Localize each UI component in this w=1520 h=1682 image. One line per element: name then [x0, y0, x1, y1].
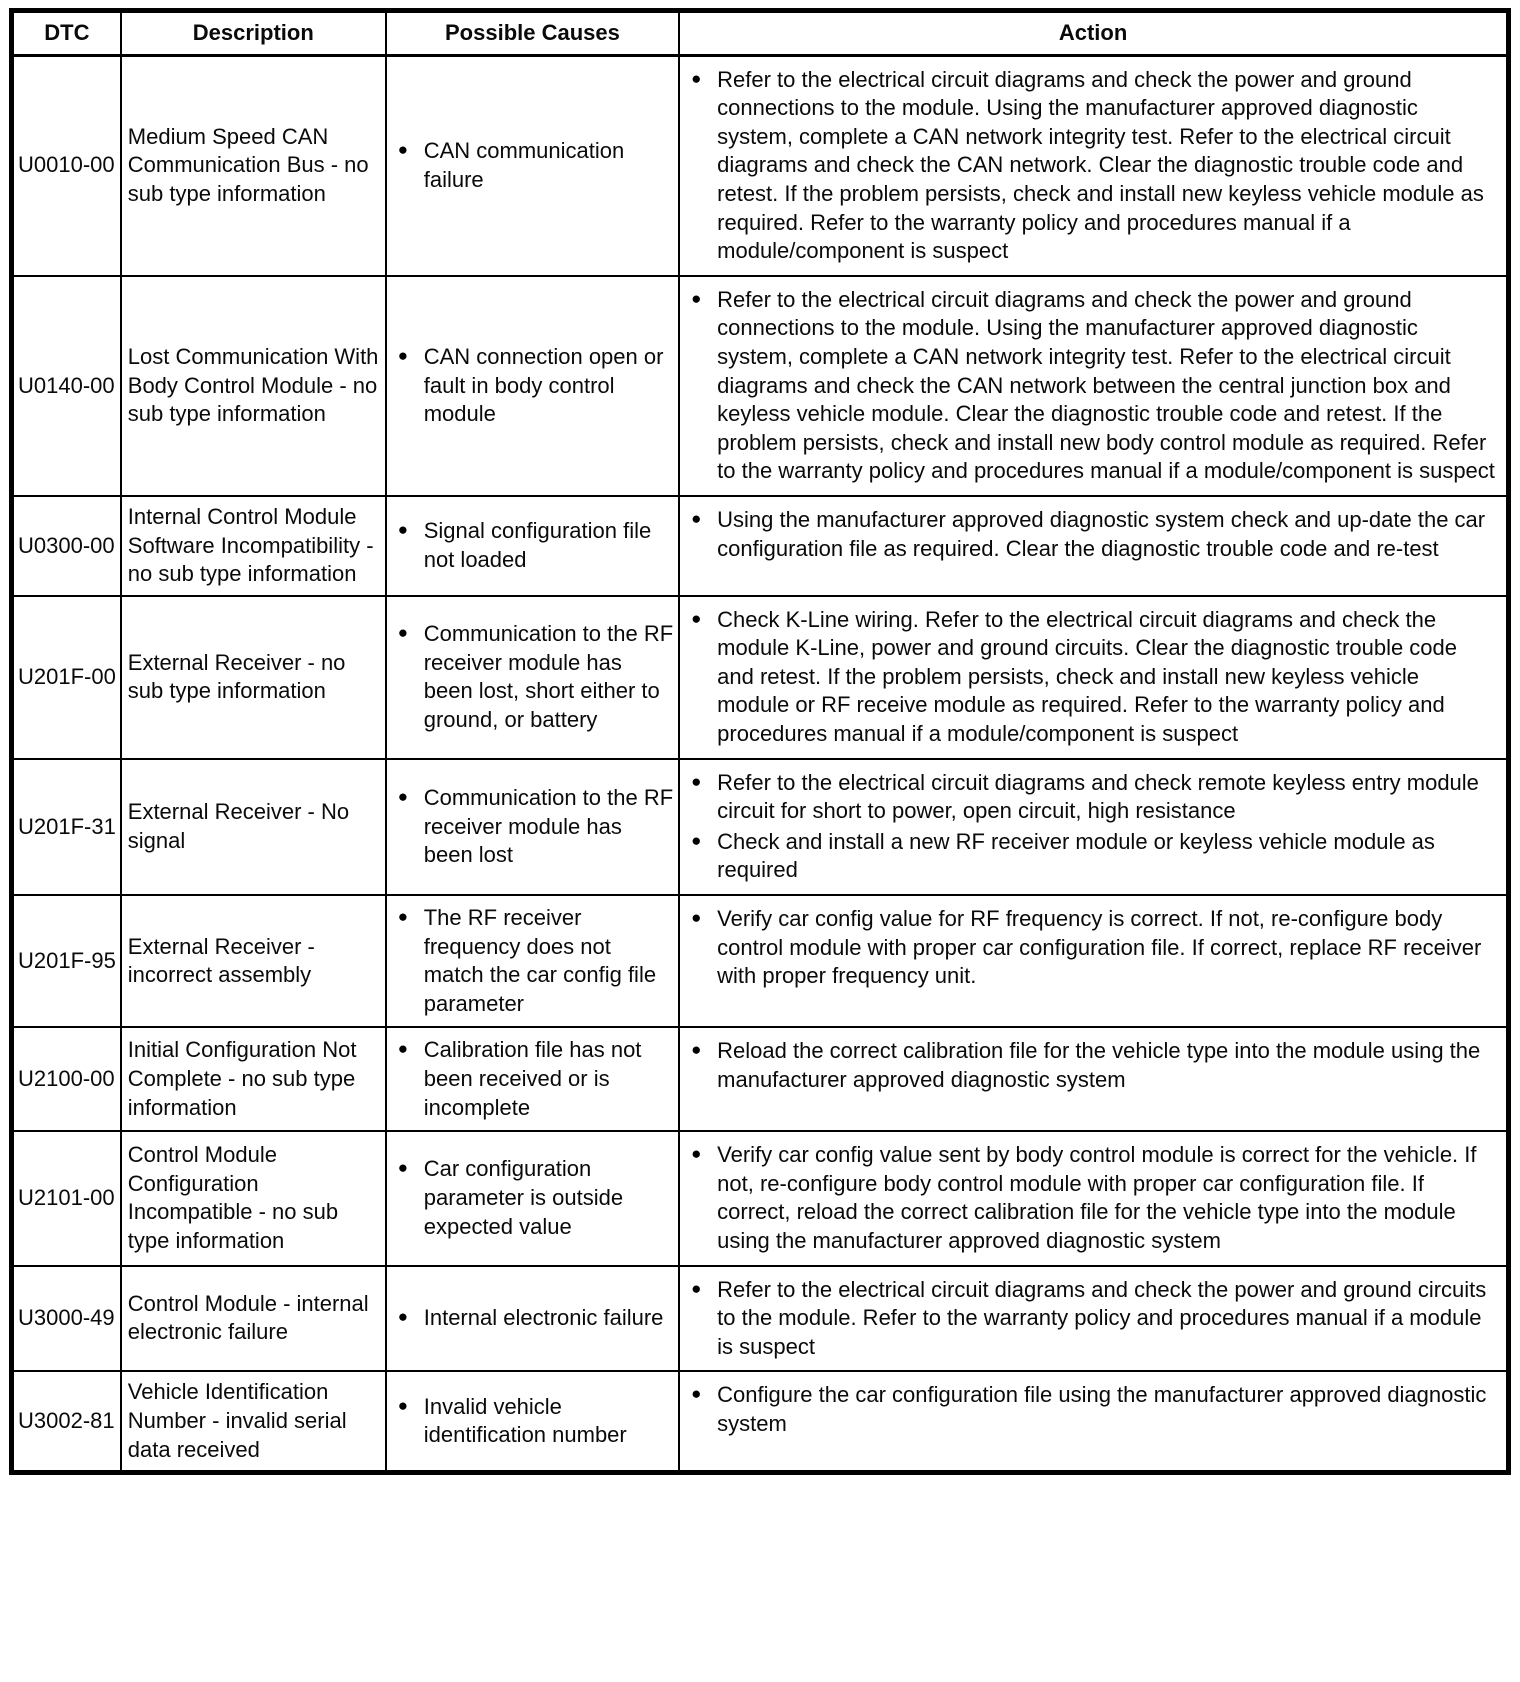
- description-cell: [121, 276, 386, 496]
- action-item: ● Verify car config value for RF frequency is correct. If not, re-configure body control module with proper car configuration file. If correct, replace RF receiver with proper frequency unit.: [690, 905, 1496, 991]
- actions-list: [686, 1037, 1496, 1094]
- action-cell: [679, 1266, 1508, 1372]
- dtc-cell: [12, 1266, 121, 1372]
- causes-list: [393, 1155, 674, 1241]
- cause-item: ● Internal electronic failure: [397, 1304, 674, 1333]
- action-item: ● Refer to the electrical circuit diagrams and check the power and ground connections to the module. Using the manufacturer approved diagnostic system, complete a CAN network integrity test. Refer to the electrical circuit diagrams and check the CAN network. Clear the diagnostic trouble code and retest. If the problem persists, check and install new keyless vehicle module as required. Refer to the warranty policy and procedures manual if a module/component is suspect: [690, 66, 1496, 266]
- action-cell: [679, 1371, 1508, 1472]
- table-row: [12, 276, 1509, 496]
- dtc-cell: [12, 895, 121, 1027]
- cause-item: ● Communication to the RF receiver module has been lost: [397, 784, 674, 870]
- description-text: Vehicle Identification Number - invalid serial data received: [127, 1379, 347, 1462]
- possible-causes-cell: [386, 276, 679, 496]
- action-cell: [679, 596, 1508, 759]
- description-text: External Receiver - No signal: [127, 799, 350, 853]
- possible-causes-cell: [386, 596, 679, 759]
- dtc-code: U201F-31: [18, 813, 116, 839]
- possible-causes-cell: [386, 1131, 679, 1265]
- description-cell: [121, 496, 386, 596]
- actions-list: [686, 905, 1496, 991]
- possible-causes-cell: [386, 55, 679, 276]
- actions-list: [686, 769, 1496, 885]
- description-cell: [121, 55, 386, 276]
- table-row: [12, 1371, 1509, 1472]
- causes-list: [393, 784, 674, 870]
- header-action: Action: [679, 11, 1508, 56]
- dtc-code: U0010-00: [18, 152, 115, 178]
- action-cell: [679, 759, 1508, 895]
- header-row: [12, 11, 1509, 56]
- dtc-table-body: [12, 55, 1509, 1473]
- dtc-cell: [12, 1131, 121, 1265]
- actions-list: [686, 1381, 1496, 1438]
- possible-causes-cell: [386, 1266, 679, 1372]
- action-item: ● Refer to the electrical circuit diagrams and check remote keyless entry module circuit for short to power, open circuit, high resistance: [690, 769, 1496, 826]
- dtc-cell: [12, 496, 121, 596]
- action-item: ● Check K-Line wiring. Refer to the electrical circuit diagrams and check the module K-Line, power and ground circuits. Clear the diagnostic trouble code and retest. If the problem persists, check and install new keyless vehicle module or RF receive module as required. Refer to the warranty policy and procedures manual if a module/component is suspect: [690, 606, 1496, 749]
- table-row: [12, 1131, 1509, 1265]
- table-row: [12, 1027, 1509, 1131]
- cause-item: ● Invalid vehicle identification number: [397, 1393, 674, 1450]
- description-text: Control Module - internal electronic failure: [127, 1290, 369, 1345]
- description-text: Internal Control Module Software Incompatibility - no sub type information: [127, 503, 374, 587]
- description-text: External Receiver - incorrect assembly: [127, 933, 315, 988]
- dtc-table: [9, 8, 1511, 1475]
- possible-causes-cell: [386, 496, 679, 596]
- causes-list: [393, 904, 674, 1018]
- action-cell: [679, 895, 1508, 1027]
- description-cell: [121, 1266, 386, 1372]
- causes-list: [393, 343, 674, 429]
- dtc-cell: [12, 276, 121, 496]
- header-description: Description: [121, 11, 386, 56]
- dtc-code: U201F-95: [18, 947, 116, 973]
- table-row: [12, 895, 1509, 1027]
- action-cell: [679, 276, 1508, 496]
- table-row: [12, 1266, 1509, 1372]
- action-item: ● Refer to the electrical circuit diagrams and check the power and ground connections to the module. Using the manufacturer approved diagnostic system, complete a CAN network integrity test. Refer to the electrical circuit diagrams and check the CAN network between the central junction box and keyless vehicle module. Clear the diagnostic trouble code and retest. If the problem persists, check and install new body control module as required. Refer to the warranty policy and procedures manual if a module/component is suspect: [690, 286, 1496, 486]
- description-text: Control Module Configuration Incompatible - no sub type information: [127, 1142, 339, 1253]
- actions-list: [686, 1141, 1496, 1255]
- possible-causes-cell: [386, 1371, 679, 1472]
- dtc-code: U2101-00: [18, 1185, 115, 1211]
- causes-list: [393, 1036, 674, 1122]
- action-item: ● Using the manufacturer approved diagnostic system check and up-date the car configuration file as required. Clear the diagnostic trouble code and re-test: [690, 506, 1496, 563]
- possible-causes-cell: [386, 759, 679, 895]
- actions-list: [686, 606, 1496, 749]
- dtc-cell: [12, 1027, 121, 1131]
- action-cell: [679, 55, 1508, 276]
- action-item: ● Verify car config value sent by body control module is correct for the vehicle. If not, re-configure body control module with proper car configuration file. If correct, reload the correct calibration file for the vehicle type into the module using the manufacturer approved diagnostic system: [690, 1141, 1496, 1255]
- dtc-code: U3002-81: [18, 1407, 115, 1433]
- cause-item: ● CAN connection open or fault in body control module: [397, 343, 674, 429]
- dtc-code: U0300-00: [18, 532, 115, 558]
- table-row: [12, 596, 1509, 759]
- causes-list: [393, 517, 674, 574]
- description-text: Lost Communication With Body Control Module - no sub type information: [127, 343, 379, 427]
- causes-list: [393, 620, 674, 734]
- actions-list: [686, 66, 1496, 266]
- dtc-cell: [12, 759, 121, 895]
- dtc-cell: [12, 596, 121, 759]
- table-row: [12, 496, 1509, 596]
- header-possible-causes: Possible Causes: [386, 11, 679, 56]
- description-text: External Receiver - no sub type information: [127, 649, 346, 704]
- header-dtc: DTC: [12, 11, 121, 56]
- dtc-code: U3000-49: [18, 1305, 115, 1331]
- cause-item: ● Calibration file has not been received or is incomplete: [397, 1036, 674, 1122]
- dtc-code: U2100-00: [18, 1066, 115, 1091]
- causes-list: [393, 1304, 674, 1333]
- action-cell: [679, 1027, 1508, 1131]
- causes-list: [393, 1393, 674, 1450]
- dtc-code: U0140-00: [18, 372, 115, 398]
- description-text: Initial Configuration Not Complete - no sub type information: [127, 1037, 357, 1120]
- cause-item: ● Communication to the RF receiver module has been lost, short either to ground, or battery: [397, 620, 674, 734]
- action-item: ● Reload the correct calibration file for the vehicle type into the module using the manufacturer approved diagnostic system: [690, 1037, 1496, 1094]
- description-cell: [121, 1027, 386, 1131]
- actions-list: [686, 506, 1496, 563]
- dtc-code: U201F-00: [18, 663, 116, 689]
- dtc-cell: [12, 1371, 121, 1472]
- action-item: ● Configure the car configuration file using the manufacturer approved diagnostic system: [690, 1381, 1496, 1438]
- cause-item: ● Signal configuration file not loaded: [397, 517, 674, 574]
- action-cell: [679, 1131, 1508, 1265]
- description-cell: [121, 1131, 386, 1265]
- possible-causes-cell: [386, 1027, 679, 1131]
- cause-item: ● Car configuration parameter is outside expected value: [397, 1155, 674, 1241]
- actions-list: [686, 286, 1496, 486]
- table-row: [12, 759, 1509, 895]
- table-header: [12, 11, 1509, 56]
- table-row: [12, 55, 1509, 276]
- action-cell: [679, 496, 1508, 596]
- actions-list: [686, 1276, 1496, 1362]
- description-text: Medium Speed CAN Communication Bus - no sub type information: [127, 123, 369, 206]
- possible-causes-cell: [386, 895, 679, 1027]
- cause-item: ● CAN communication failure: [397, 137, 674, 194]
- description-cell: [121, 1371, 386, 1472]
- description-cell: [121, 759, 386, 895]
- action-item: ● Refer to the electrical circuit diagrams and check the power and ground circuits to the module. Refer to the warranty policy and procedures manual if a module is suspect: [690, 1276, 1496, 1362]
- description-cell: [121, 596, 386, 759]
- action-item: ● Check and install a new RF receiver module or keyless vehicle module as required: [690, 828, 1496, 885]
- causes-list: [393, 137, 674, 194]
- description-cell: [121, 895, 386, 1027]
- cause-item: ● The RF receiver frequency does not match the car config file parameter: [397, 904, 674, 1018]
- dtc-cell: [12, 55, 121, 276]
